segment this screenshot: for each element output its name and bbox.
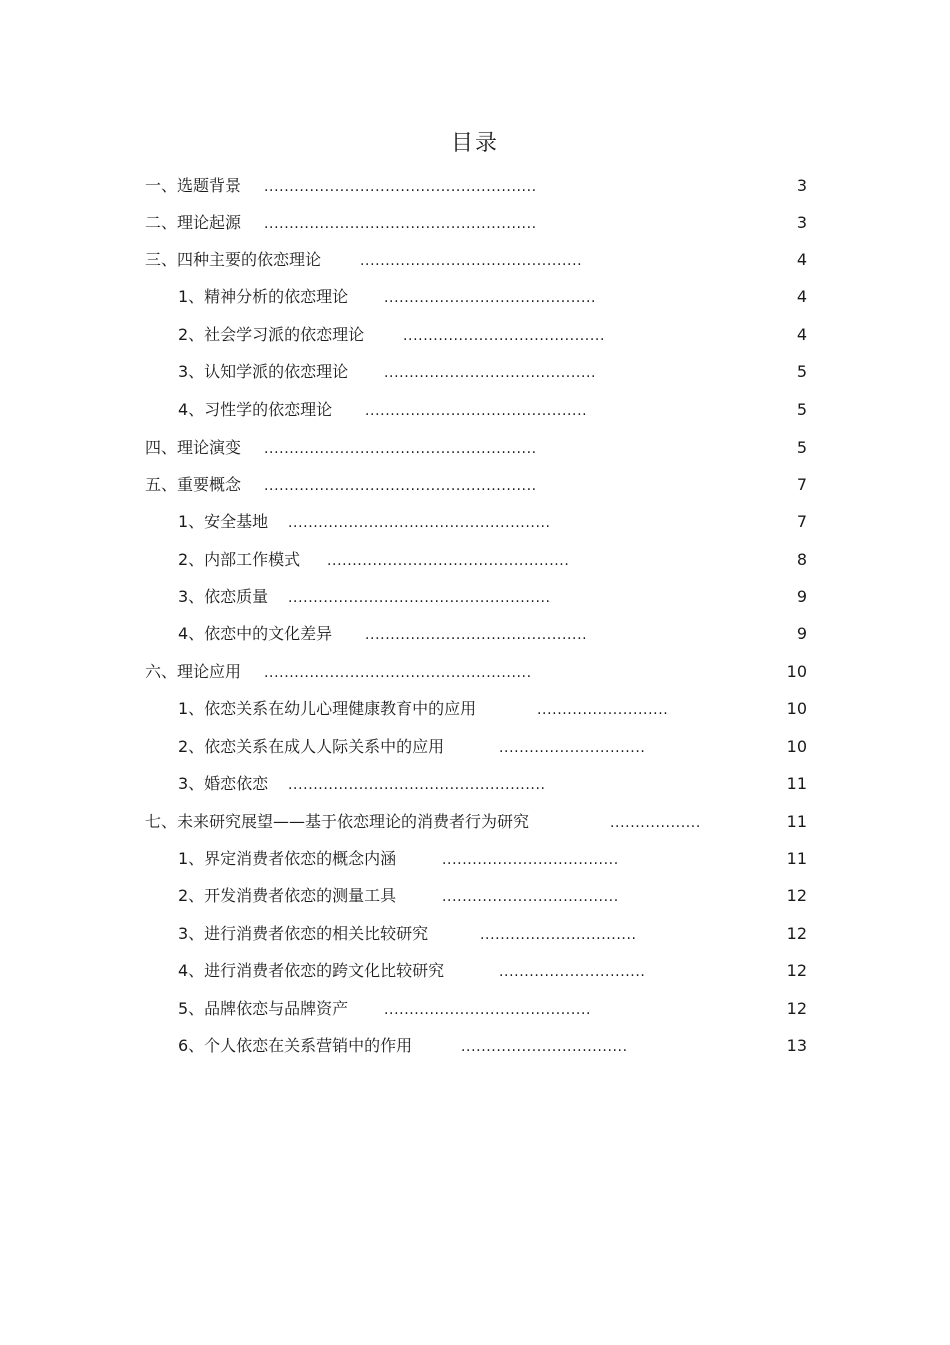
toc-entry-label: 三、四种主要的依恋理论: [145, 250, 322, 269]
toc-page-number: 13: [786, 1036, 807, 1055]
toc-entry[interactable]: [0, 436, 950, 460]
toc-leader-dots: .............................: [499, 740, 646, 756]
toc-entry-label: 1、安全基地: [178, 512, 269, 531]
toc-page-number: 3: [796, 176, 807, 195]
toc-page-number: 5: [796, 400, 807, 419]
toc-entry[interactable]: [0, 997, 950, 1021]
toc-leader-dots: ............................................: [365, 627, 588, 643]
toc-page-number: 10: [786, 737, 807, 756]
toc-leader-dots: ...............................: [480, 927, 637, 943]
toc-entry-label: 2、内部工作模式: [178, 550, 301, 569]
toc-entry[interactable]: [0, 398, 950, 422]
toc-entry[interactable]: [0, 772, 950, 796]
toc-entry-label: 6、个人依恋在关系营销中的作用: [178, 1036, 413, 1055]
toc-page-number: 11: [786, 849, 807, 868]
toc-page-number: 11: [786, 774, 807, 793]
toc-page-number: 12: [786, 999, 807, 1018]
toc-page-number: 9: [796, 587, 807, 606]
toc-entry[interactable]: [0, 735, 950, 759]
toc-page-number: 3: [796, 213, 807, 232]
toc-page-number: 10: [786, 699, 807, 718]
toc-leader-dots: ..........................................: [384, 290, 597, 306]
toc-page-number: 12: [786, 961, 807, 980]
toc-entry[interactable]: [0, 473, 950, 497]
toc-leader-dots: ...................................................: [288, 777, 546, 793]
toc-entry[interactable]: [0, 211, 950, 235]
toc-entry-label: 1、精神分析的依恋理论: [178, 287, 349, 306]
toc-entry[interactable]: [0, 922, 950, 946]
toc-leader-dots: ............................................: [360, 253, 583, 269]
toc-page-number: 4: [796, 250, 807, 269]
toc-leader-dots: ................................................: [327, 553, 570, 569]
toc-entry-label: 五、重要概念: [145, 475, 242, 494]
toc-page-number: 12: [786, 886, 807, 905]
toc-leader-dots: ...................................: [442, 852, 619, 868]
toc-entry[interactable]: [0, 285, 950, 309]
toc-entry[interactable]: [0, 510, 950, 534]
toc-leader-dots: ..........................: [537, 702, 669, 718]
toc-entry[interactable]: [0, 585, 950, 609]
toc-entry-label: 4、进行消费者依恋的跨文化比较研究: [178, 961, 445, 980]
toc-entry-label: 1、依恋关系在幼儿心理健康教育中的应用: [178, 699, 477, 718]
toc-entry[interactable]: [0, 1034, 950, 1058]
toc-page-number: 12: [786, 924, 807, 943]
toc-leader-dots: ......................................................: [264, 216, 537, 232]
toc-page-number: 5: [796, 438, 807, 457]
toc-leader-dots: .................................: [461, 1039, 628, 1055]
toc-leader-dots: ......................................................: [264, 179, 537, 195]
toc-page-number: 10: [786, 662, 807, 681]
toc-entry[interactable]: [0, 660, 950, 684]
toc-entry-label: 3、认知学派的依恋理论: [178, 362, 349, 381]
toc-page-number: 11: [786, 812, 807, 831]
toc-page-number: 7: [796, 475, 807, 494]
toc-entry[interactable]: [0, 622, 950, 646]
toc-leader-dots: ...................................: [442, 889, 619, 905]
toc-entry[interactable]: [0, 959, 950, 983]
toc-page-number: 7: [796, 512, 807, 531]
toc-entry-label: 七、未来研究展望——基于依恋理论的消费者行为研究: [145, 812, 530, 831]
toc-entry[interactable]: [0, 810, 950, 834]
toc-entry-label: 二、理论起源: [145, 213, 242, 232]
toc-leader-dots: ......................................................: [264, 478, 537, 494]
toc-entry-label: 4、依恋中的文化差异: [178, 624, 333, 643]
toc-entry[interactable]: [0, 174, 950, 198]
toc-leader-dots: .........................................: [384, 1002, 592, 1018]
page-title: 目录: [450, 131, 499, 156]
toc-entry-label: 2、开发消费者依恋的测量工具: [178, 886, 397, 905]
toc-page-number: 9: [796, 624, 807, 643]
toc-leader-dots: ....................................................: [288, 590, 551, 606]
toc-leader-dots: ..................: [610, 815, 701, 831]
toc-entry-label: 1、界定消费者依恋的概念内涵: [178, 849, 397, 868]
toc-entry-label: 六、理论应用: [145, 662, 242, 681]
toc-page-number: 4: [796, 287, 807, 306]
toc-entry-label: 3、进行消费者依恋的相关比较研究: [178, 924, 429, 943]
toc-leader-dots: ........................................: [403, 328, 606, 344]
toc-entry[interactable]: [0, 360, 950, 384]
toc-entry[interactable]: [0, 697, 950, 721]
toc-leader-dots: ......................................................: [264, 441, 537, 457]
toc-entry[interactable]: [0, 548, 950, 572]
toc-entry[interactable]: [0, 323, 950, 347]
toc-leader-dots: .....................................................: [264, 665, 532, 681]
toc-leader-dots: ..........................................: [384, 365, 597, 381]
toc-entry[interactable]: [0, 248, 950, 272]
toc-leader-dots: .............................: [499, 964, 646, 980]
toc-page-number: 8: [796, 550, 807, 569]
toc-leader-dots: ............................................: [365, 403, 588, 419]
toc-entry-label: 一、选题背景: [145, 176, 242, 195]
toc-leader-dots: ....................................................: [288, 515, 551, 531]
toc-entry-label: 5、品牌依恋与品牌资产: [178, 999, 349, 1018]
toc-entry-label: 3、依恋质量: [178, 587, 269, 606]
toc-page-number: 4: [796, 325, 807, 344]
toc-entry-label: 2、依恋关系在成人人际关系中的应用: [178, 737, 445, 756]
toc-entry-label: 4、习性学的依恋理论: [178, 400, 333, 419]
toc-entry-label: 四、理论演变: [145, 438, 242, 457]
toc-entry-label: 2、社会学习派的依恋理论: [178, 325, 365, 344]
toc-entry-label: 3、婚恋依恋: [178, 774, 269, 793]
toc-page-number: 5: [796, 362, 807, 381]
toc-entry[interactable]: [0, 847, 950, 871]
toc-entry[interactable]: [0, 884, 950, 908]
